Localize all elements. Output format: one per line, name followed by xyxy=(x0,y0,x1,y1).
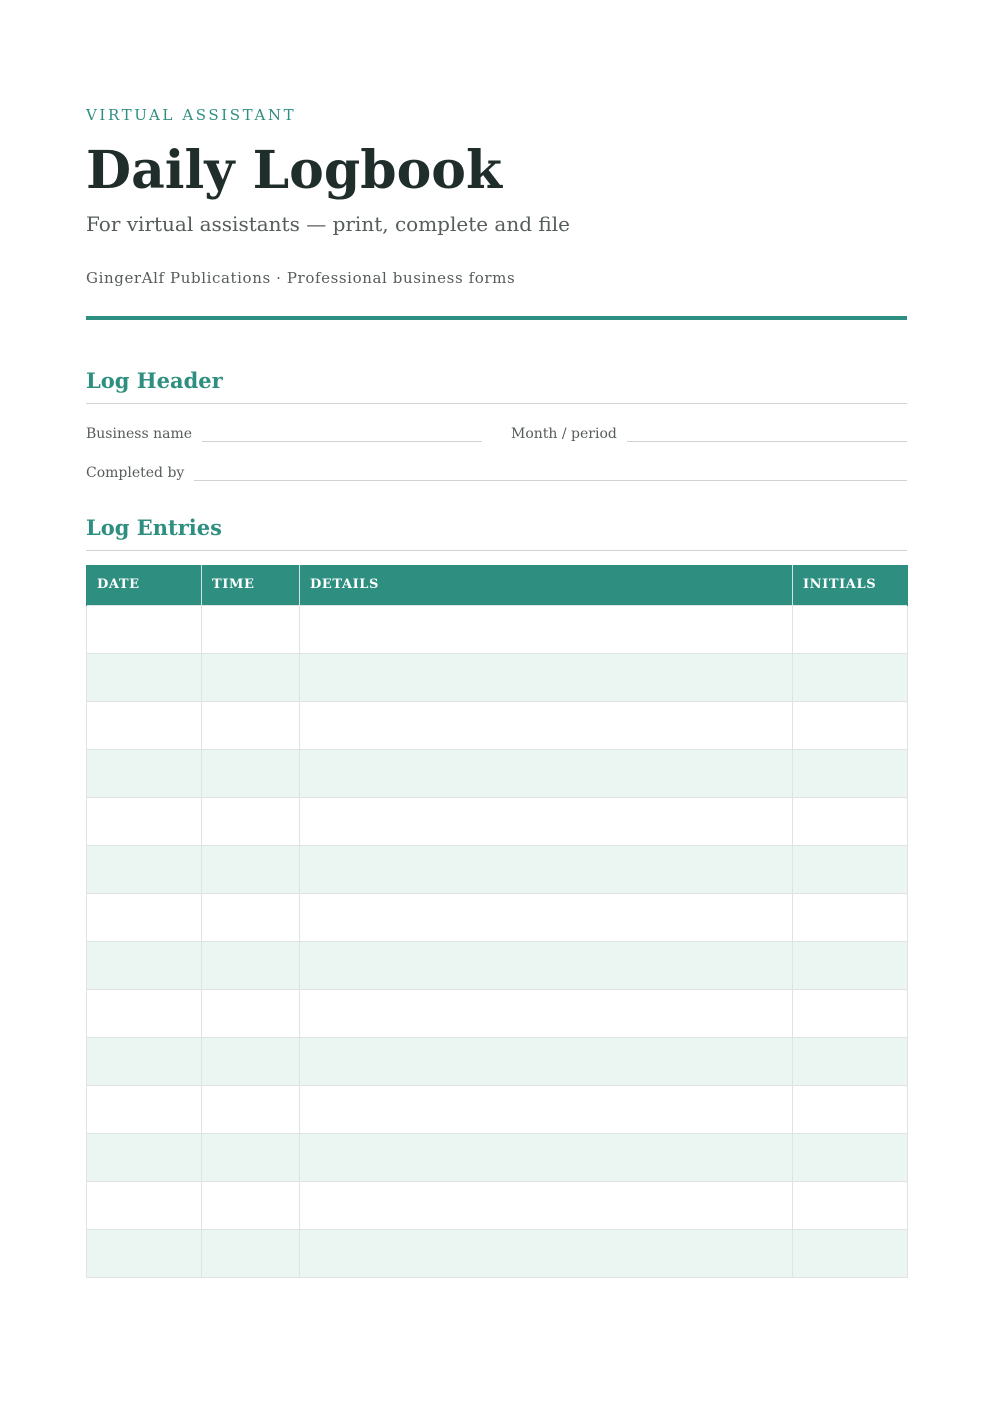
table-row xyxy=(87,989,908,1037)
log-entries-title: Log Entries xyxy=(86,515,222,540)
cell-time[interactable] xyxy=(202,797,300,845)
log-header-title: Log Header xyxy=(86,368,223,393)
eyebrow-label: VIRTUAL ASSISTANT xyxy=(86,106,297,124)
header-divider xyxy=(86,316,907,320)
cell-date[interactable] xyxy=(87,749,202,797)
cell-date[interactable] xyxy=(87,1229,202,1277)
business-name-input[interactable] xyxy=(202,430,482,442)
cell-details[interactable] xyxy=(300,1037,793,1085)
cell-time[interactable] xyxy=(202,1181,300,1229)
completed-by-field[interactable] xyxy=(86,461,907,481)
cell-date[interactable] xyxy=(87,845,202,893)
page-subtitle: For virtual assistants — print, complete and file xyxy=(86,212,570,236)
cell-details[interactable] xyxy=(300,1133,793,1181)
cell-date[interactable] xyxy=(87,893,202,941)
business-name-field[interactable] xyxy=(86,422,482,442)
cell-details[interactable] xyxy=(300,653,793,701)
log-header-divider xyxy=(86,403,907,404)
cell-initials[interactable] xyxy=(793,1181,908,1229)
table-row xyxy=(87,1037,908,1085)
table-row xyxy=(87,845,908,893)
cell-date[interactable] xyxy=(87,1181,202,1229)
cell-initials[interactable] xyxy=(793,1229,908,1277)
log-entries-table xyxy=(86,565,908,1278)
cell-time[interactable] xyxy=(202,605,300,653)
month-period-field[interactable] xyxy=(511,422,907,442)
cell-details[interactable] xyxy=(300,749,793,797)
cell-details[interactable] xyxy=(300,797,793,845)
cell-initials[interactable] xyxy=(793,1085,908,1133)
log-entries-body xyxy=(87,605,908,1277)
cell-date[interactable] xyxy=(87,701,202,749)
table-row xyxy=(87,893,908,941)
cell-initials[interactable] xyxy=(793,797,908,845)
cell-details[interactable] xyxy=(300,1085,793,1133)
cell-details[interactable] xyxy=(300,701,793,749)
cell-time[interactable] xyxy=(202,893,300,941)
table-row xyxy=(87,1133,908,1181)
cell-initials[interactable] xyxy=(793,1037,908,1085)
cell-initials[interactable] xyxy=(793,605,908,653)
cell-date[interactable] xyxy=(87,1037,202,1085)
cell-date[interactable] xyxy=(87,1085,202,1133)
cell-details[interactable] xyxy=(300,989,793,1037)
table-row xyxy=(87,797,908,845)
month-period-label: Month / period xyxy=(511,426,617,442)
cell-details[interactable] xyxy=(300,845,793,893)
cell-date[interactable] xyxy=(87,605,202,653)
table-header-row xyxy=(87,565,908,605)
completed-by-label: Completed by xyxy=(86,465,185,481)
cell-date[interactable] xyxy=(87,653,202,701)
cell-details[interactable] xyxy=(300,1181,793,1229)
cell-initials[interactable] xyxy=(793,941,908,989)
cell-date[interactable] xyxy=(87,1133,202,1181)
table-row xyxy=(87,701,908,749)
cell-initials[interactable] xyxy=(793,701,908,749)
column-header-initials: INITIALS xyxy=(793,565,908,605)
publisher-line: GingerAlf Publications · Professional business forms xyxy=(86,269,516,287)
cell-details[interactable] xyxy=(300,893,793,941)
cell-time[interactable] xyxy=(202,749,300,797)
cell-date[interactable] xyxy=(87,797,202,845)
table-row xyxy=(87,1181,908,1229)
cell-time[interactable] xyxy=(202,653,300,701)
cell-initials[interactable] xyxy=(793,845,908,893)
cell-time[interactable] xyxy=(202,701,300,749)
table-row xyxy=(87,1229,908,1277)
column-header-date: DATE xyxy=(87,565,202,605)
cell-time[interactable] xyxy=(202,1085,300,1133)
cell-initials[interactable] xyxy=(793,653,908,701)
column-header-details: DETAILS xyxy=(300,565,793,605)
log-entries-divider xyxy=(86,550,907,551)
page-title: Daily Logbook xyxy=(86,140,502,201)
cell-time[interactable] xyxy=(202,1229,300,1277)
cell-time[interactable] xyxy=(202,1037,300,1085)
cell-date[interactable] xyxy=(87,989,202,1037)
table-row xyxy=(87,941,908,989)
table-row xyxy=(87,1085,908,1133)
cell-initials[interactable] xyxy=(793,1133,908,1181)
cell-details[interactable] xyxy=(300,605,793,653)
cell-initials[interactable] xyxy=(793,989,908,1037)
cell-initials[interactable] xyxy=(793,749,908,797)
cell-details[interactable] xyxy=(300,941,793,989)
cell-time[interactable] xyxy=(202,845,300,893)
month-period-input[interactable] xyxy=(627,430,907,442)
business-name-label: Business name xyxy=(86,426,193,442)
column-header-time: TIME xyxy=(202,565,300,605)
completed-by-input[interactable] xyxy=(194,469,907,481)
cell-initials[interactable] xyxy=(793,893,908,941)
cell-time[interactable] xyxy=(202,989,300,1037)
cell-time[interactable] xyxy=(202,1133,300,1181)
cell-date[interactable] xyxy=(87,941,202,989)
cell-time[interactable] xyxy=(202,941,300,989)
table-row xyxy=(87,749,908,797)
table-row xyxy=(87,653,908,701)
cell-details[interactable] xyxy=(300,1229,793,1277)
table-row xyxy=(87,605,908,653)
